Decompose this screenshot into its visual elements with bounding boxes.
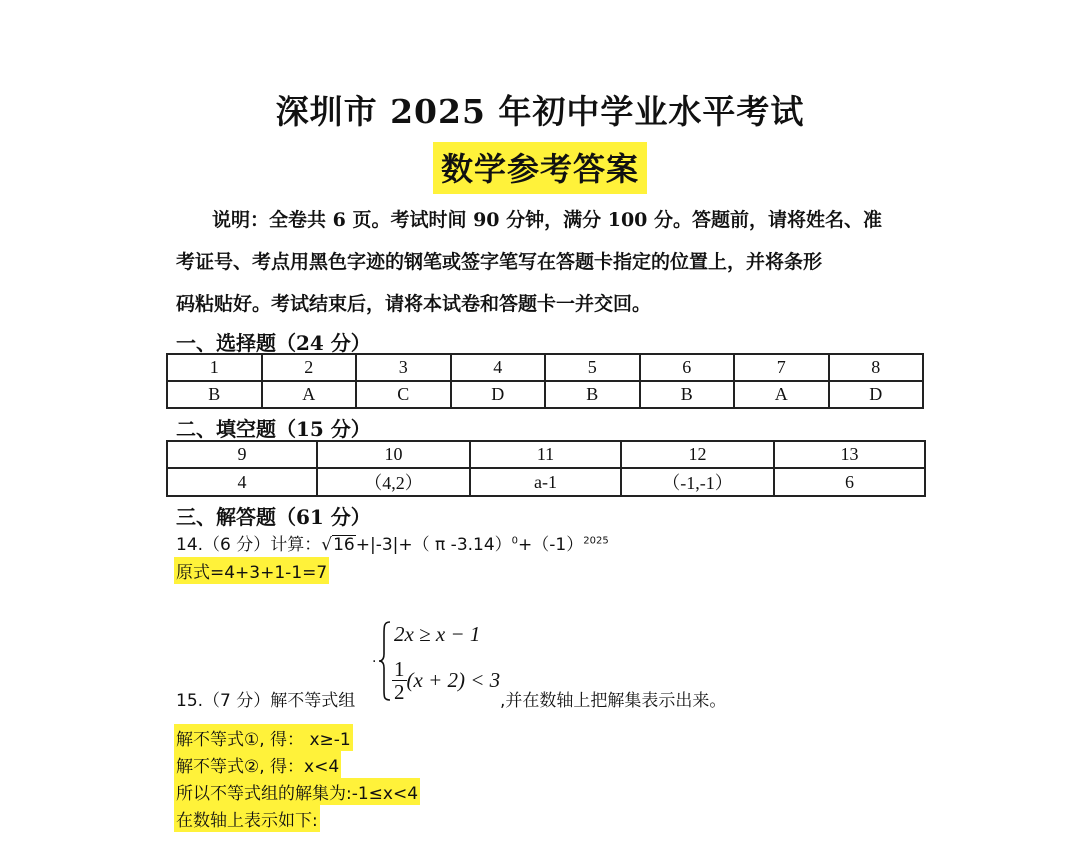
table-cell: 9	[167, 441, 317, 468]
q15-answer-line-3: 所以不等式组的解集为:-1≤x<4	[174, 778, 420, 805]
section-solve-title: 三、解答题（61 分）	[176, 505, 371, 529]
table-cell: （-1,-1）	[621, 468, 774, 496]
q15-suffix: ,并在数轴上把解集表示出来。	[500, 691, 727, 711]
table-cell: D	[829, 381, 924, 408]
table-row	[167, 381, 923, 408]
table-cell: 4	[451, 354, 546, 381]
table-cell: 4	[167, 468, 317, 496]
table-cell: 7	[734, 354, 829, 381]
q14-answer: 原式=4+3+1-1=7	[174, 557, 329, 584]
q14-prefix: 14.（6 分）计算：	[176, 535, 322, 555]
section-fill-title: 二、填空题（15 分）	[176, 417, 371, 441]
table-cell: 5	[545, 354, 640, 381]
table-cell: 3	[356, 354, 451, 381]
q15-answer-line-2: 解不等式②, 得：x<4	[174, 751, 341, 778]
q14-plus-paren: +（-1）	[518, 535, 584, 555]
table-row	[167, 468, 925, 496]
q15-answer-line-4: 在数轴上表示如下:	[174, 805, 320, 832]
table-cell: 6	[640, 354, 735, 381]
table-cell: B	[545, 381, 640, 408]
q15-prefix: 15.（7 分）解不等式组	[176, 691, 356, 711]
table-cell: 10	[317, 441, 470, 468]
frac-den: 2	[394, 680, 405, 704]
table-row	[167, 441, 925, 468]
table-cell: D	[451, 381, 546, 408]
subtitle-wrap	[0, 142, 1080, 194]
instructions-line-3: 码粘贴好。考试结束后，请将本试卷和答题卡一并交回。	[176, 293, 652, 315]
fill-answer-table	[166, 440, 926, 497]
table-cell: A	[734, 381, 829, 408]
sqrt-radicand: 16	[333, 535, 355, 555]
table-cell: 8	[829, 354, 924, 381]
sqrt-sign: √	[321, 535, 333, 555]
page-subtitle: 数学参考答案	[433, 142, 647, 194]
table-cell: 6	[774, 468, 925, 496]
question-14	[176, 530, 609, 555]
table-cell: C	[356, 381, 451, 408]
q14-expr: +|-3|+（ π -3.14）	[355, 535, 512, 555]
system-brace	[378, 620, 392, 702]
table-cell: 13	[774, 441, 925, 468]
exponent-2025: 2025	[583, 535, 609, 547]
table-row	[167, 354, 923, 381]
inequality-2	[392, 658, 500, 703]
instructions-line-2: 考证号、考点用黑色字迹的钢笔或签字笔写在答题卡指定的位置上，并将条形	[176, 251, 823, 273]
q15-dot: ·	[372, 654, 377, 670]
exponent-zero: 0	[511, 535, 519, 547]
table-cell: A	[262, 381, 357, 408]
inequality-1: 2x ≥ x − 1	[394, 622, 481, 646]
page-title: 深圳市 2025 年初中学业水平考试	[275, 92, 805, 131]
table-cell: 11	[470, 441, 621, 468]
fraction-one-half	[392, 658, 407, 703]
table-cell: 2	[262, 354, 357, 381]
inequality-2-rest: (x + 2) < 3	[406, 668, 501, 692]
q15-answer-line-1: 解不等式①, 得： x≥-1	[174, 724, 353, 751]
table-cell: B	[640, 381, 735, 408]
table-cell: 1	[167, 354, 262, 381]
table-cell: 12	[621, 441, 774, 468]
table-cell: a-1	[470, 468, 621, 496]
section-choice-title: 一、选择题（24 分）	[176, 331, 371, 355]
instructions-line-1: 说明：全卷共 6 页。考试时间 90 分钟，满分 100 分。答题前，请将姓名、准	[212, 209, 883, 231]
table-cell: B	[167, 381, 262, 408]
frac-num: 1	[394, 657, 405, 681]
choice-answer-table	[166, 353, 924, 409]
table-cell: （4,2）	[317, 468, 470, 496]
